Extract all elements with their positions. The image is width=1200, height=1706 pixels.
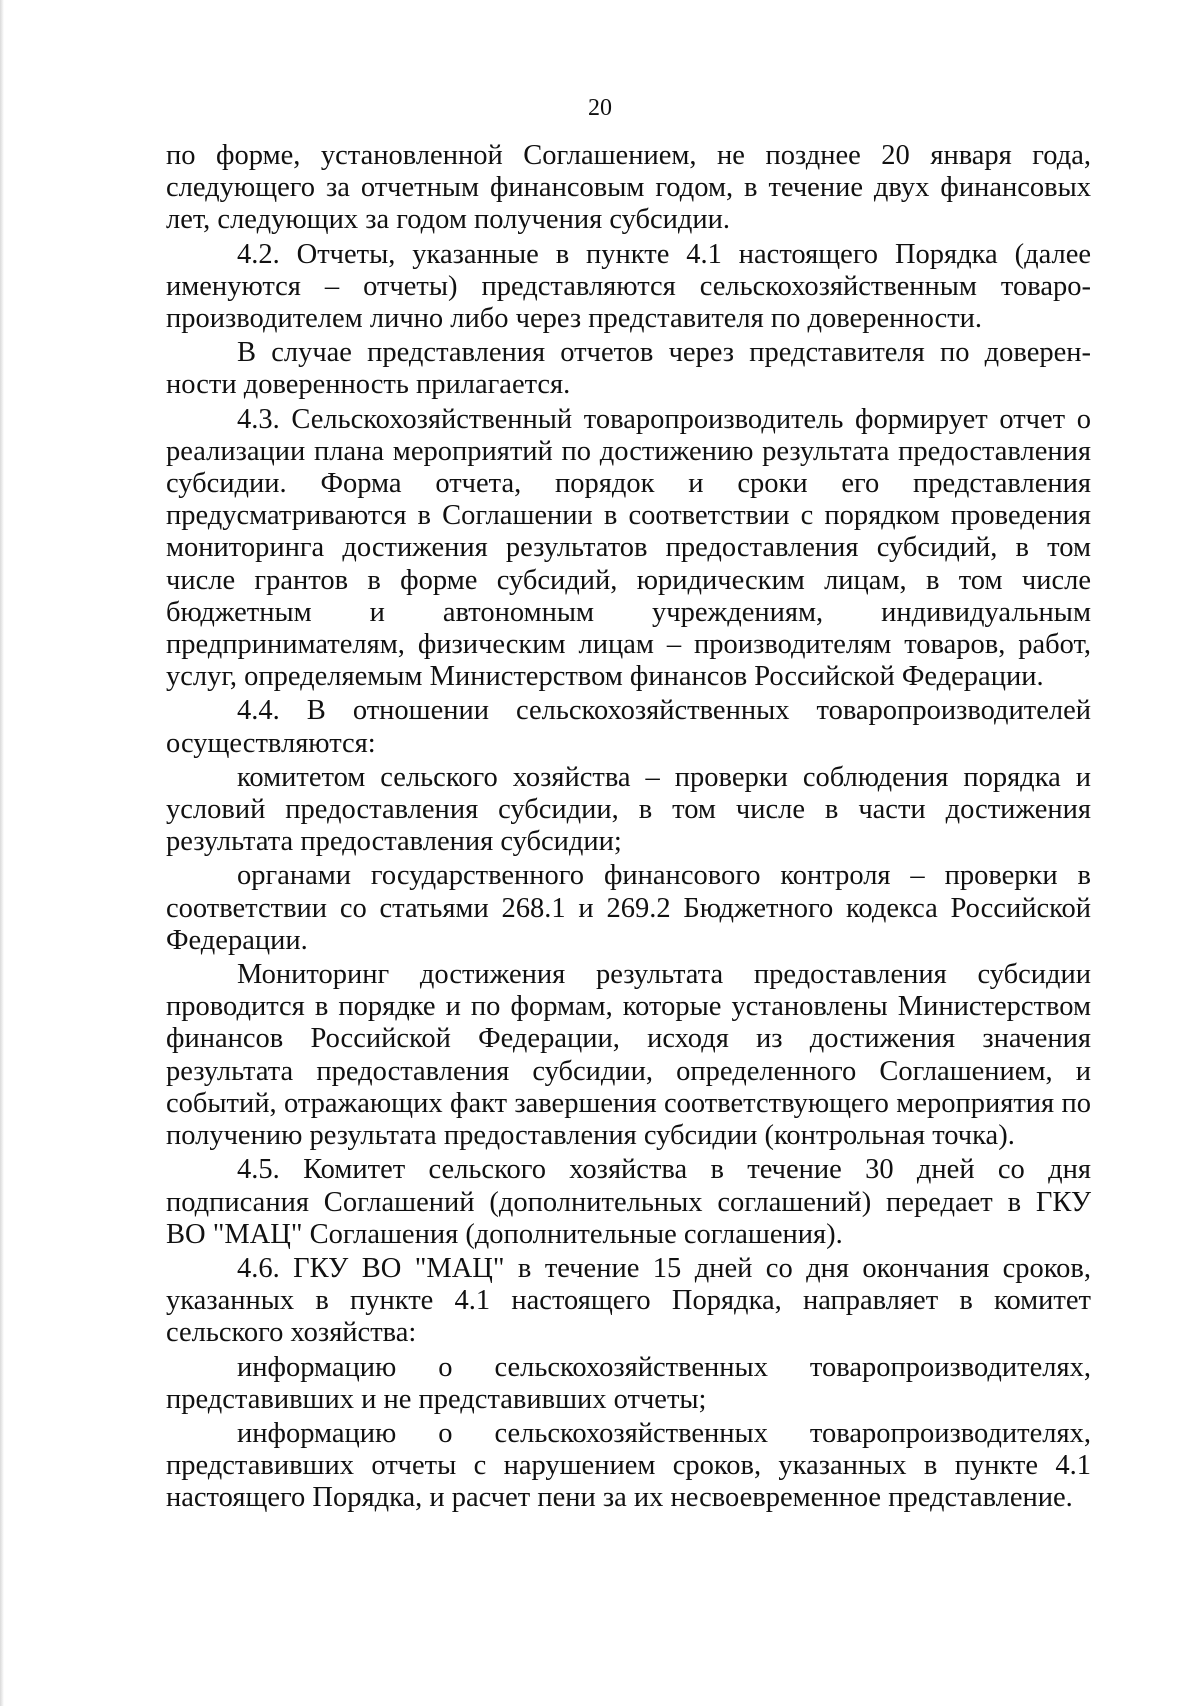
paragraph-financial-control: органами государственного финансового контроля – проверки в соответствии со статьями 268.1 и 269.2 Бюджетного кодекса Российской Федерации. [166,860,1091,956]
paragraph-4-4: 4.4. В отношении сельскохозяйственных товаропроизводителей осуществляются: [166,695,1091,759]
paragraph-4-2: 4.2. Отчеты, указанные в пункте 4.1 настоящего Порядка (далее именуются – отчеты) представляются сельскохозяйственным товаро-производителем лично либо через представителя по доверенности. [166,238,1091,335]
scan-edge-shadow [0,0,4,1706]
paragraph-4-6: 4.6. ГКУ ВО "МАЦ" в течение 15 дней со дня окончания сроков, указанных в пункте 4.1 настоящего Порядка, направляет в комитет сельского хозяйства: [166,1252,1091,1349]
paragraph-continuation: по форме, установленной Соглашением, не позднее 20 января года, следующего за отчетным финансовым годом, в течение двух финансовых лет, следующих за годом получения субсидии. [166,140,1091,236]
paragraph-monitoring: Мониторинг достижения результата предоставления субсидии проводится в порядке и по формам, которые установлены Министерством финансов Российской Федерации, исходя из достижения значения результата предоставления субсидии, определенного Соглашением, и событий, отражающих факт завершения соответствующего мероприятия по получению результата предоставления субсидии (контрольная точка). [166,959,1091,1152]
paragraph-4-5: 4.5. Комитет сельского хозяйства в течение 30 дней со дня подписания Соглашений (дополнительных соглашений) передает в ГКУ ВО "МАЦ" Соглашения (дополнительные соглашения). [166,1154,1091,1250]
page-number: 20 [588,95,612,121]
paragraph-4-3: 4.3. Сельскохозяйственный товаропроизводитель формирует отчет о реализации плана мероприятий по достижению результата предоставления субсидии. Форма отчета, порядок и сроки его представления предусматриваются в Соглашении в соответствии с порядком проведения мониторинга достижения результатов предоставления субсидий, в том числе грантов в форме субсидий, юридическим лицам, в том числе бюджетным и автономным учреждениям, индивидуальным предпринимателям, физическим лицам – производителям товаров, работ, услуг, определяемым Министерством финансов Российской Федерации. [166,403,1091,693]
paragraph-committee-checks: комитетом сельского хозяйства – проверки соблюдения порядка и условий предоставления субсидии, в том числе в части достижения результата предоставления субсидии; [166,761,1091,858]
document-body [166,140,1091,1515]
paragraph-power-of-attorney: В случае представления отчетов через представителя по доверен-ности доверенность прилагается. [166,337,1091,401]
paragraph-info-reports: информацию о сельскохозяйственных товаропроизводителях, представивших и не представивших отчеты; [166,1351,1091,1415]
paragraph-info-late-reports: информацию о сельскохозяйственных товаропроизводителях, представивших отчеты с нарушением сроков, указанных в пункте 4.1 настоящего Порядка, и расчет пени за их несвоевременное представление. [166,1417,1091,1514]
